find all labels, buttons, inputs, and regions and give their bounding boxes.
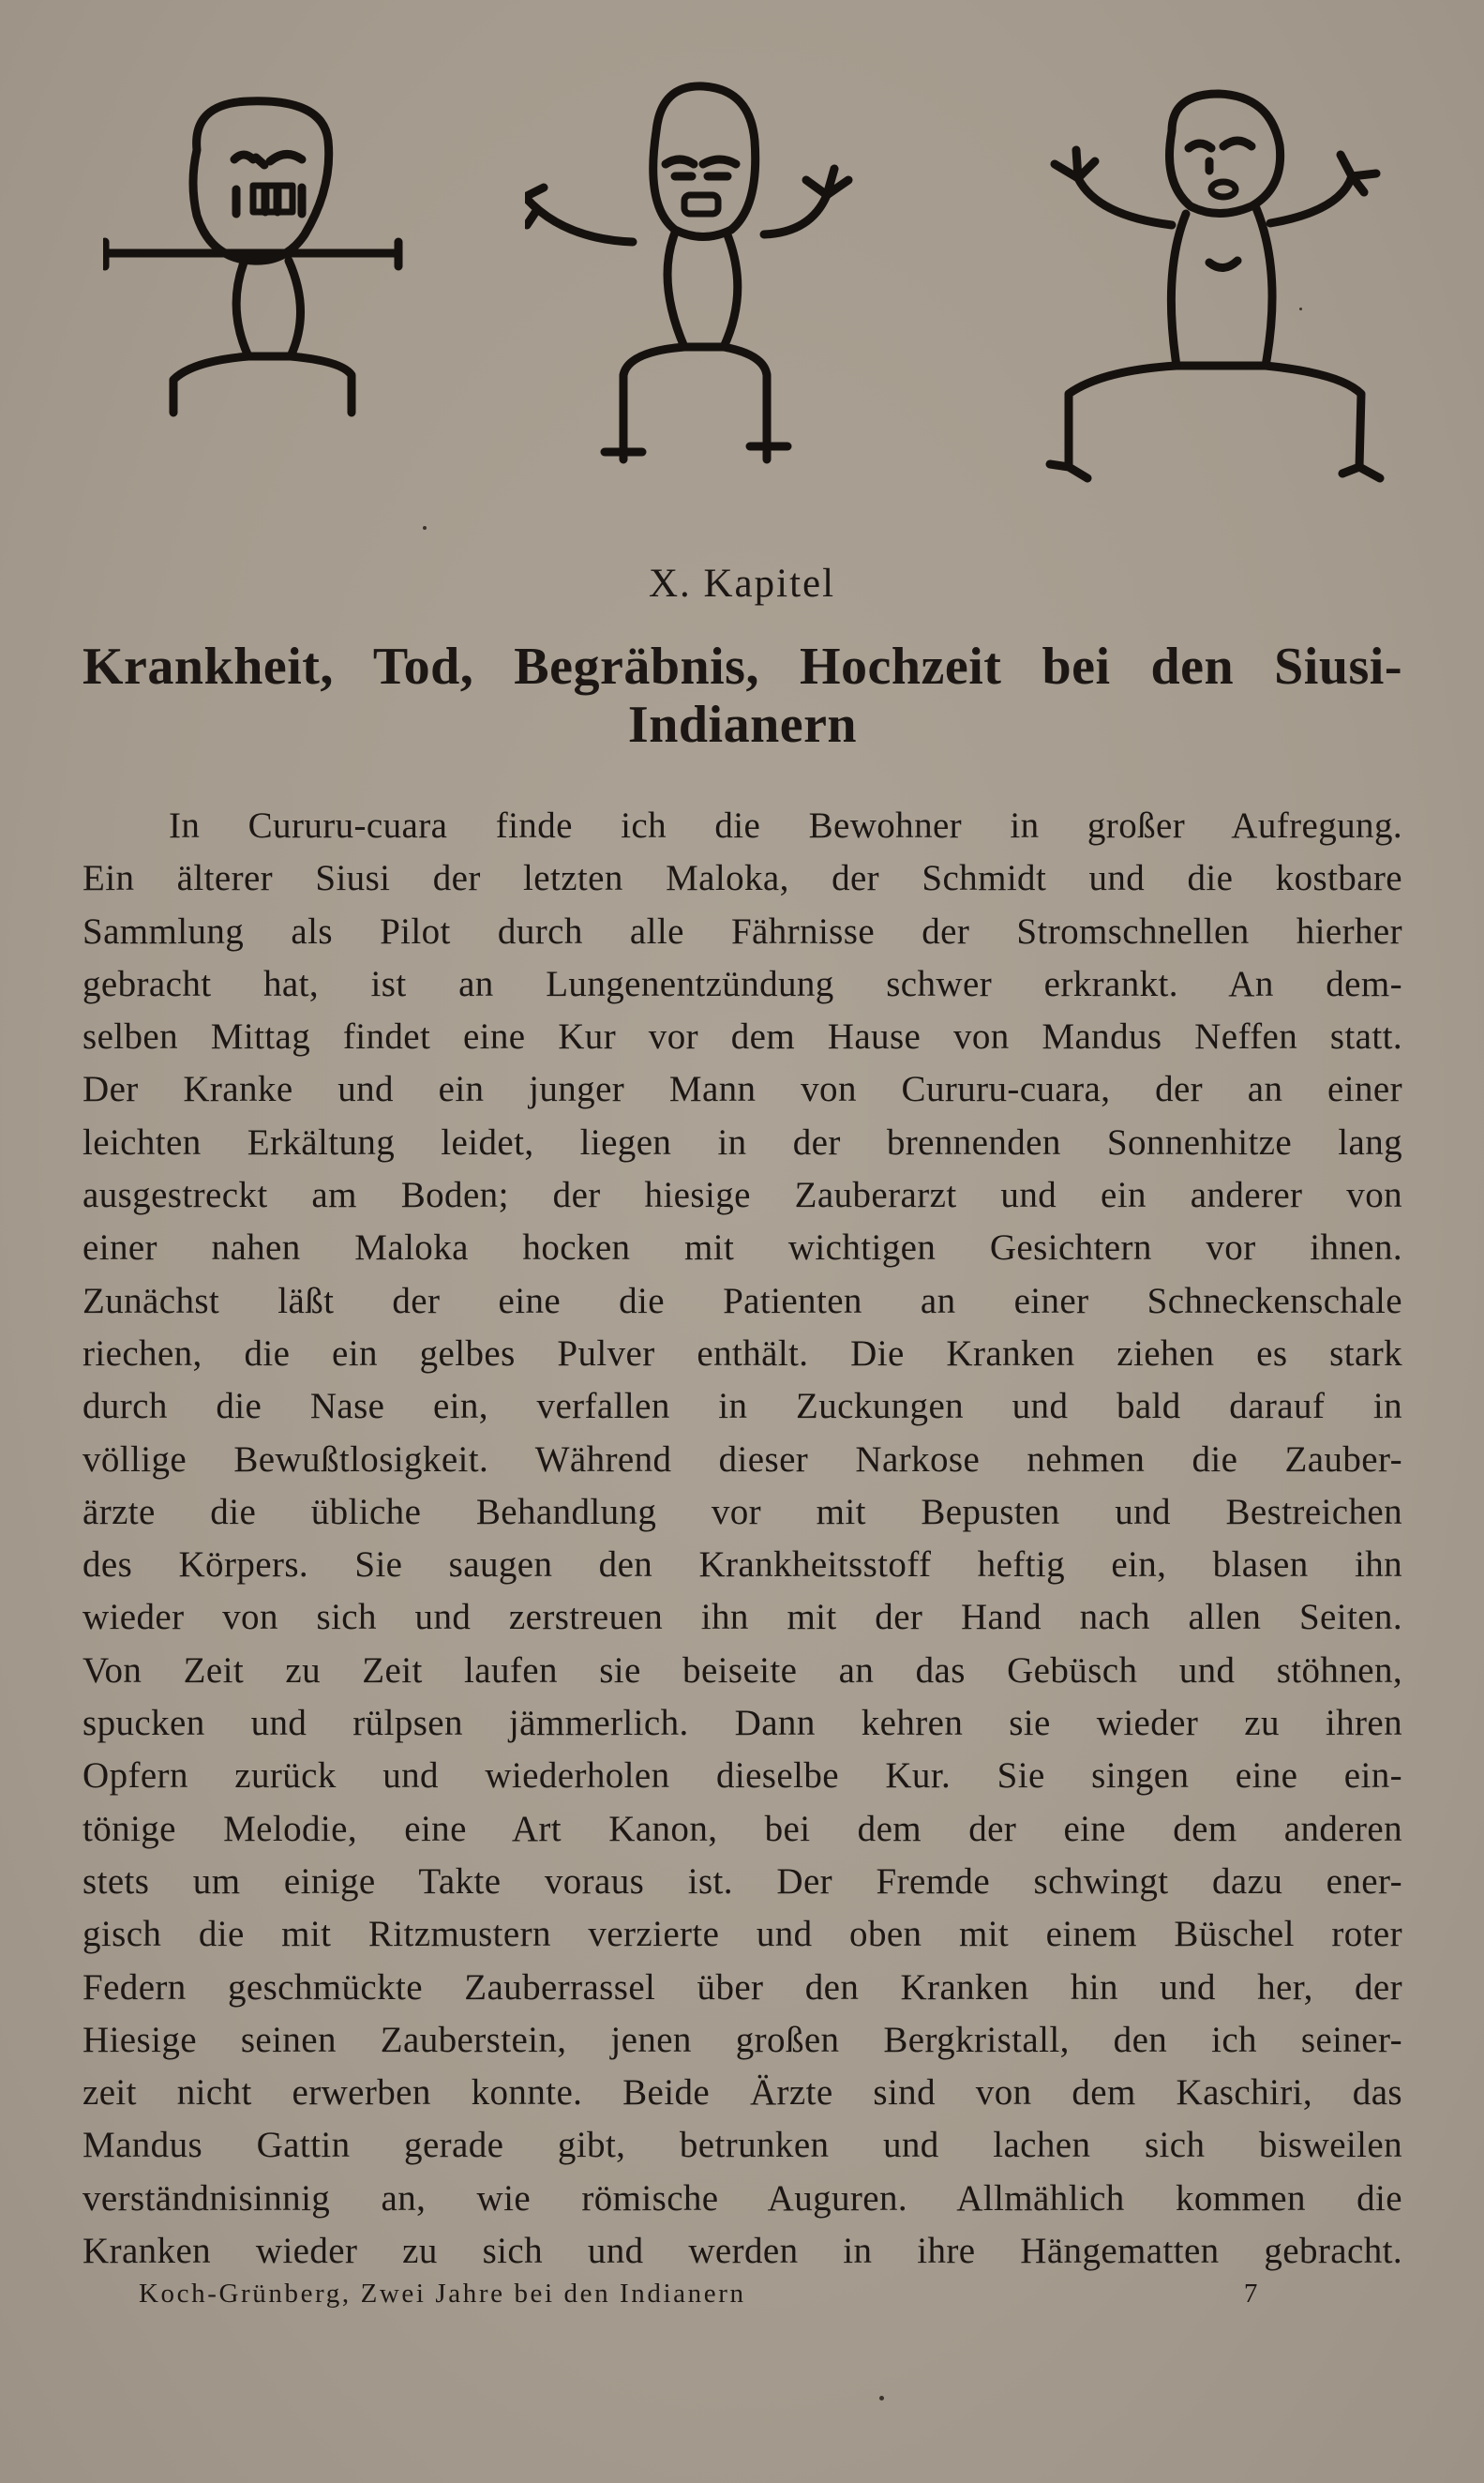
- chapter-number: X. Kapitel: [648, 562, 836, 606]
- text-line: Ein älterer Siusi der letzten Maloka, der Schmidt und die kostbare: [82, 858, 1402, 899]
- stick-figure-arms-raised-icon: [525, 75, 919, 497]
- paper-speck: [423, 526, 427, 530]
- text-line: des Körpers. Sie saugen den Krankheitsstoff heftig ein, blasen ihn: [82, 1544, 1402, 1586]
- text-line: leichten Erkältung leidet, liegen in der brennenden Sonnenhitze lang: [82, 1121, 1402, 1163]
- text-line: spucken und rülpsen jämmerlich. Dann kehren sie wieder zu ihren: [82, 1703, 1402, 1744]
- text-line: einer nahen Maloka hocken mit wichtigen Gesichtern vor ihnen.: [82, 1227, 1402, 1269]
- text-line: In Cururu-cuara finde ich die Bewohner in großer Aufregung.: [169, 805, 1402, 846]
- text-line: Der Kranke und ein junger Mann von Cururu-cuara, der an einer: [82, 1069, 1402, 1110]
- text-line: riechen, die ein gelbes Pulver enthält. Die Kranken ziehen es stark: [82, 1332, 1402, 1374]
- text-line: verständnisinnig an, wie römische Auguren. Allmählich kommen die: [82, 2177, 1402, 2219]
- paper-speck: [879, 2396, 884, 2400]
- chapter-title-line-2: Indianern: [627, 696, 858, 754]
- page-footer: [139, 2279, 1260, 2310]
- page-number: 7: [1243, 2279, 1260, 2309]
- text-line: wieder von sich und zerstreuen ihn mit der Hand nach allen Seiten.: [82, 1597, 1402, 1638]
- text-line: zeit nicht erwerben konnte. Beide Ärzte sind von dem Kaschiri, das: [82, 2072, 1402, 2114]
- text-line: Mandus Gattin gerade gibt, betrunken und lachen sich bisweilen: [82, 2125, 1402, 2166]
- text-line: Hiesige seinen Zauberstein, jenen großen Bergkristall, den ich seiner-: [82, 2019, 1402, 2060]
- paper-speck: [1299, 308, 1302, 310]
- text-line: durch die Nase ein, verfallen in Zuckungen und bald darauf in: [82, 1386, 1402, 1427]
- text-line: völlige Bewußtlosigkeit. Während dieser Narkose nehmen die Zauber-: [82, 1438, 1402, 1480]
- text-line: ausgestreckt am Boden; der hiesige Zauberarzt und ein anderer von: [82, 1175, 1402, 1216]
- text-line: Opfern zurück und wiederholen dieselbe Kur. Sie singen eine ein-: [82, 1755, 1402, 1797]
- text-line: Kranken wieder zu sich und werden in ihre Hängematten gebracht.: [82, 2231, 1402, 2272]
- text-line: Federn geschmückte Zauberrassel über den Kranken hin und her, der: [82, 1966, 1402, 2008]
- text-line: Zunächst läßt der eine die Patienten an einer Schneckenschale: [82, 1280, 1402, 1321]
- chapter-title-line-1: Krankheit, Tod, Begräbnis, Hochzeit bei den Siusi-: [82, 638, 1402, 696]
- text-line: gebracht hat, ist an Lungenentzündung schwer erkrankt. An dem-: [82, 963, 1402, 1004]
- petroglyph-illustrations: [84, 75, 1416, 497]
- text-line: selben Mittag findet eine Kur vor dem Hause von Mandus Neffen statt.: [82, 1016, 1402, 1058]
- text-line: Sammlung als Pilot durch alle Fährnisse der Stromschnellen hierher: [82, 910, 1402, 952]
- text-line: stets um einige Takte voraus ist. Der Fremde schwingt dazu ener-: [82, 1860, 1402, 1902]
- text-line: gisch die mit Ritzmustern verzierte und oben mit einem Büschel roter: [82, 1914, 1402, 1955]
- stick-figure-arms-straight-icon: [103, 75, 497, 497]
- text-line: ärzte die übliche Behandlung vor mit Bepusten und Bestreichen: [82, 1491, 1402, 1532]
- text-line: tönige Melodie, eine Art Kanon, bei dem der eine dem anderen: [82, 1808, 1402, 1849]
- body-text: [82, 800, 1402, 2278]
- text-line: Von Zeit zu Zeit laufen sie beiseite an das Gebüsch und stöhnen,: [82, 1649, 1402, 1691]
- running-footer-title: Koch-Grünberg, Zwei Jahre bei den Indianern: [139, 2279, 746, 2309]
- stick-figure-arms-up-icon: [1031, 75, 1425, 497]
- chapter-title: [82, 638, 1402, 754]
